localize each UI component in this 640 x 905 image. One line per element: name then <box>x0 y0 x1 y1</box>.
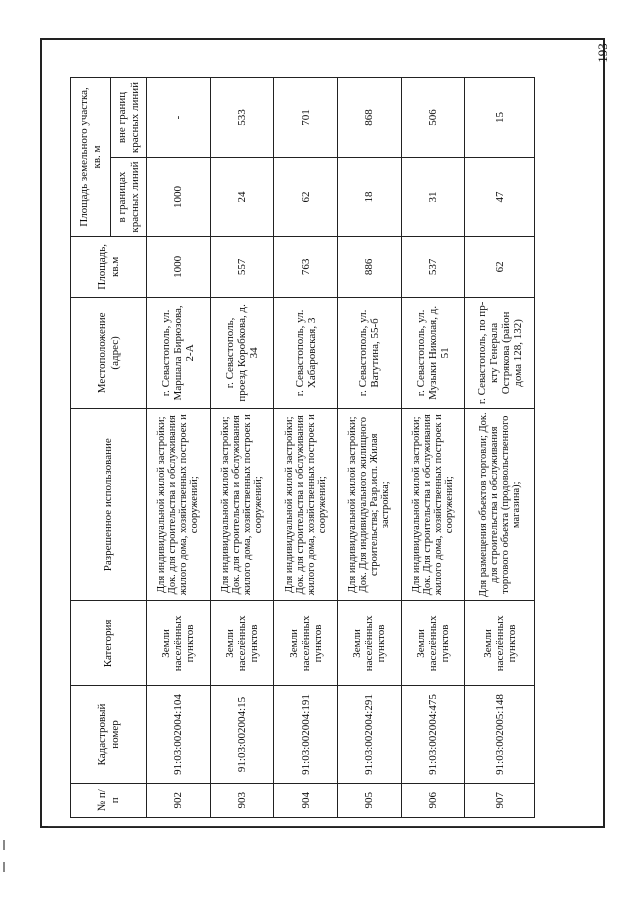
header-no: № п/п <box>71 783 147 817</box>
cell-inside: 24 <box>210 158 274 237</box>
table-row <box>147 78 211 818</box>
cell-cadastral: 91:03:002004:15 <box>210 686 274 783</box>
cell-use: Для размещения объектов торговли; Док. для строительства и обслуживания торгового объекта (продовольственного магазина); <box>465 409 535 601</box>
header-use: Разрешенное использование <box>71 409 147 601</box>
cell-category: Земли населённых пунктов <box>338 601 402 686</box>
header-area: Площадь, кв.м <box>71 236 147 297</box>
header-location: Местоположение (адрес) <box>71 297 147 408</box>
cell-location: г. Севастополь, ул. Маршала Бирюзова, 2-А <box>147 297 211 408</box>
cell-use: Для индивидуальной жилой застройки; Док. для строительства и обслуживания жилого дома, хозяйственных построек и сооружений; <box>210 409 274 601</box>
cell-no: 904 <box>274 783 338 817</box>
cell-location: г. Севастополь, проезд Коробкова, д. 34 <box>210 297 274 408</box>
cell-area: 537 <box>401 236 465 297</box>
table-row <box>465 78 535 818</box>
header-outside: вне границ красных линий <box>111 78 147 158</box>
cell-inside: 62 <box>274 158 338 237</box>
cell-inside: 31 <box>401 158 465 237</box>
cell-outside: - <box>147 78 211 158</box>
cell-category: Земли населённых пунктов <box>401 601 465 686</box>
cell-category: Земли населённых пунктов <box>274 601 338 686</box>
scan-edge-mark <box>3 840 5 850</box>
cell-area: 886 <box>338 236 402 297</box>
cell-no: 903 <box>210 783 274 817</box>
cell-outside: 506 <box>401 78 465 158</box>
cell-no: 906 <box>401 783 465 817</box>
table-row <box>210 78 274 818</box>
cell-outside: 868 <box>338 78 402 158</box>
cell-area: 62 <box>465 236 535 297</box>
cell-use: Для индивидуальной жилой застройки; Док. Для индивидуального жилищного строительства; Разр.исп. Жилая застройка; <box>338 409 402 601</box>
cell-no: 905 <box>338 783 402 817</box>
cell-cadastral: 91:03:002004:191 <box>274 686 338 783</box>
cell-area: 1000 <box>147 236 211 297</box>
cell-inside: 1000 <box>147 158 211 237</box>
cell-area: 557 <box>210 236 274 297</box>
header-land-area: Площадь земельного участка, кв. м <box>71 78 111 237</box>
header-category: Категория <box>71 601 147 686</box>
cell-cadastral: 91:03:002004:475 <box>401 686 465 783</box>
cell-category: Земли населённых пунктов <box>210 601 274 686</box>
cell-cadastral: 91:03:002004:104 <box>147 686 211 783</box>
cell-cadastral: 91:03:002004:291 <box>338 686 402 783</box>
cell-location: г. Севастополь, ул. Ватутина, 55-б <box>338 297 402 408</box>
cell-cadastral: 91:03:002005:148 <box>465 686 535 783</box>
cell-no: 907 <box>465 783 535 817</box>
table-row <box>338 78 402 818</box>
bottom-rule <box>48 826 590 827</box>
cell-inside: 47 <box>465 158 535 237</box>
table-body <box>147 78 535 818</box>
land-parcel-table <box>70 77 535 818</box>
cell-outside: 533 <box>210 78 274 158</box>
header-cadastral: Кадастровый номер <box>71 686 147 783</box>
cell-inside: 18 <box>338 158 402 237</box>
cell-category: Земли населённых пунктов <box>147 601 211 686</box>
cell-category: Земли населённых пунктов <box>465 601 535 686</box>
cell-location: г. Севастополь, ул. Музыки Николая, д. 51 <box>401 297 465 408</box>
cell-outside: 701 <box>274 78 338 158</box>
cell-location: г. Севастополь, ул. Хабаровская, 3 <box>274 297 338 408</box>
cell-location: г. Севастополь, по пр-кту Генерала Острякова (район дома 128, 132) <box>465 297 535 408</box>
page-number: 193 <box>595 43 610 63</box>
cell-use: Для индивидуальной жилой застройки; Док. для строительства и обслуживания жилого дома, хозяйственных построек и сооружений; <box>147 409 211 601</box>
cell-no: 902 <box>147 783 211 817</box>
header-inside: в границах красных линий <box>111 158 147 237</box>
cell-outside: 15 <box>465 78 535 158</box>
rotated-table-container <box>70 77 535 818</box>
cell-area: 763 <box>274 236 338 297</box>
cell-use: Для индивидуальной жилой застройки; Док. для строительства и обслуживания жилого дома, хозяйственных построек и сооружений; <box>274 409 338 601</box>
cell-use: Для индивидуальной жилой застройки; Док. Для строительства и обслуживания жилого дома, хозяйственных построек и сооружений; <box>401 409 465 601</box>
table-row <box>401 78 465 818</box>
scan-edge-mark <box>3 862 5 872</box>
table-row <box>274 78 338 818</box>
